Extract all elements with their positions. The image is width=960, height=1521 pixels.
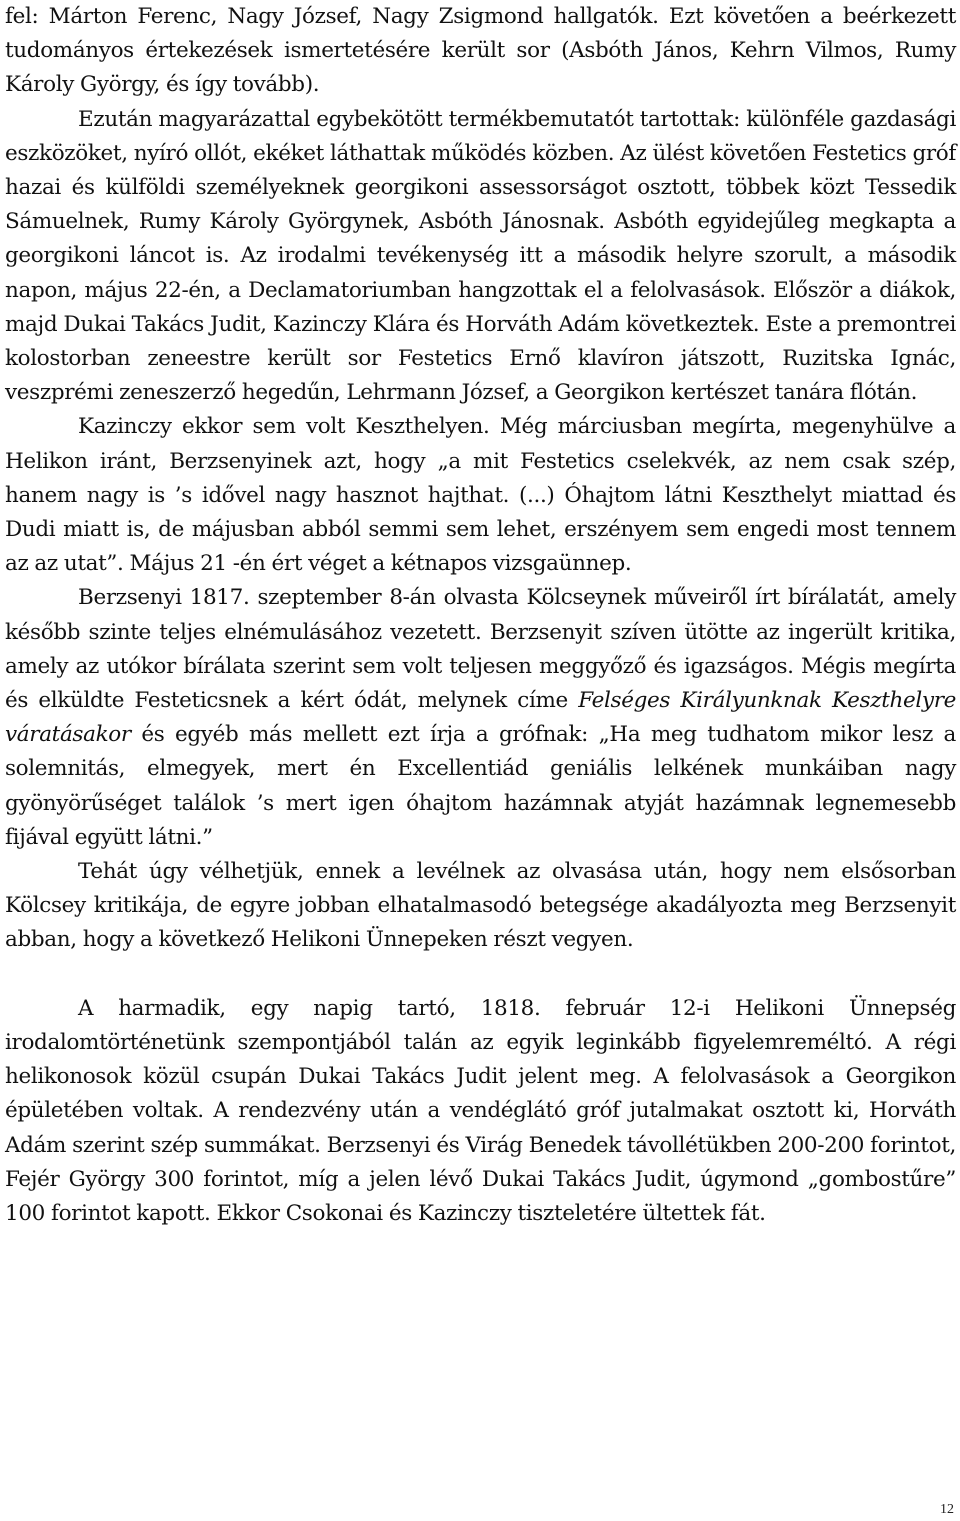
paragraph-2	[5, 103, 956, 411]
paragraph-5-text: Tehát úgy vélhetjük, ennek a levélnek az olvasása után, hogy nem elsősorban Kölcsey kritikája, de egyre jobban elhatalmasodó betegsége akadályozta meg Berzsenyit abban, hogy a következő Helikoni Ünnepeken részt vegyen.	[5, 859, 956, 953]
paragraph-4-text-start: Berzsenyi 1817. szeptember 8-án olvasta Kölcseynek műveiről írt bírálatát, amely később szinte teljes elnémulásához vezetett. Berzsenyit szíven ütötte az ingerült kritika, amely az utókor bírálata szerint sem volt teljesen meggyőző és igazságos. Mégis megírta és elküldte Festeticsnek a kért ódát, melynek címe	[5, 585, 956, 714]
paragraph-1-text: fel: Márton Ferenc, Nagy József, Nagy Zsigmond hallgatók. Ezt követően a beérkezett tudományos értekezések ismertetésére került sor (Asbóth János, Kehrn Vilmos, Rumy Károly György, és így tovább).	[5, 4, 956, 98]
paragraph-1	[5, 0, 956, 103]
paragraph-2-text: Ezután magyarázattal egybekötött termékbemutatót tartottak: különféle gazdasági eszközöket, nyíró ollót, ekéket láthattak működés közben. Az ülést követően Festetics gróf hazai és külföldi személyeknek georgikoni assessorságot osztott, többek közt Tessedik Sámuelnek, Rumy Károly Györgynek, Asbóth Jánosnak. Asbóth egyidejűleg megkapta a georgikoni láncot is. Az irodalmi tevékenység itt a második helyre szorult, a második napon, május 22-én, a Declamatoriumban hangzottak el a felolvasások. Először a diákok, majd Dukai Takács Judit, Kazinczy Klára és Horváth Adám következtek. Este a premontrei kolostorban zeneestre került sor Festetics Ernő klavíron játszott, Ruzitska Ignác, veszprémi zeneszerző hegedűn, Lehrmann József, a Georgikon kertészet tanára flótán.	[5, 106, 956, 406]
paragraph-5	[5, 855, 956, 958]
paragraph-6	[5, 992, 956, 1231]
paragraph-4-text-end: és egyéb más mellett ezt írja a grófnak: „Ha meg tudhatom mikor lesz a solemnitás, elmegyek, mert én Excellentiád geniális lelkének munkáiban nagy gyönyörűséget találok ’s mert igen óhajtom hazámnak atyját hazámnak legnemesebb fijával együtt látni.”	[5, 722, 956, 850]
document-body	[5, 0, 956, 1231]
paragraph-6-text: A harmadik, egy napig tartó, 1818. február 12-i Helikoni Ünnepség irodalomtörténetünk szempontjából talán az egyik leginkább figyelemreméltó. A régi helikonosok közül csupán Dukai Takács Judit jelent meg. A felolvasások a Georgikon épületében voltak. A rendezvény után a vendéglátó gróf jutalmakat osztott ki, Horváth Adám szerint szép summákat. Berzsenyi és Virág Benedek távollétükben 200-200 forintot, Fejér György 300 forintot, míg a jelen lévő Dukai Takács Judit, úgymond „gombostűre” 100 forintot kapott. Ekkor Csokonai és Kazinczy tiszteletére ültettek fát.	[5, 995, 956, 1226]
paragraph-3	[5, 410, 956, 581]
page-number: 12	[940, 1502, 954, 1517]
paragraph-3-text: Kazinczy ekkor sem volt Keszthelyen. Még márciusban megírta, megenyhülve a Helikon iránt, Berzsenyinek azt, hogy „a mit Festetics cselekvék, az nem csak szép, hanem nagy is ’s idővel nagy hasznot hajthat. (...) Óhajtom látni Keszthelyt miattad és Dudi miatt is, de májusban abból semmi sem lehet, erszényem sem engedi most tennem az az utat”. Május 21 -én ért véget a kétnapos vizsgaünnep.	[5, 414, 956, 577]
poem-title-italic: Felséges Királyunknak Keszthelyre váratásakor	[5, 688, 957, 748]
paragraph-4	[5, 581, 956, 855]
